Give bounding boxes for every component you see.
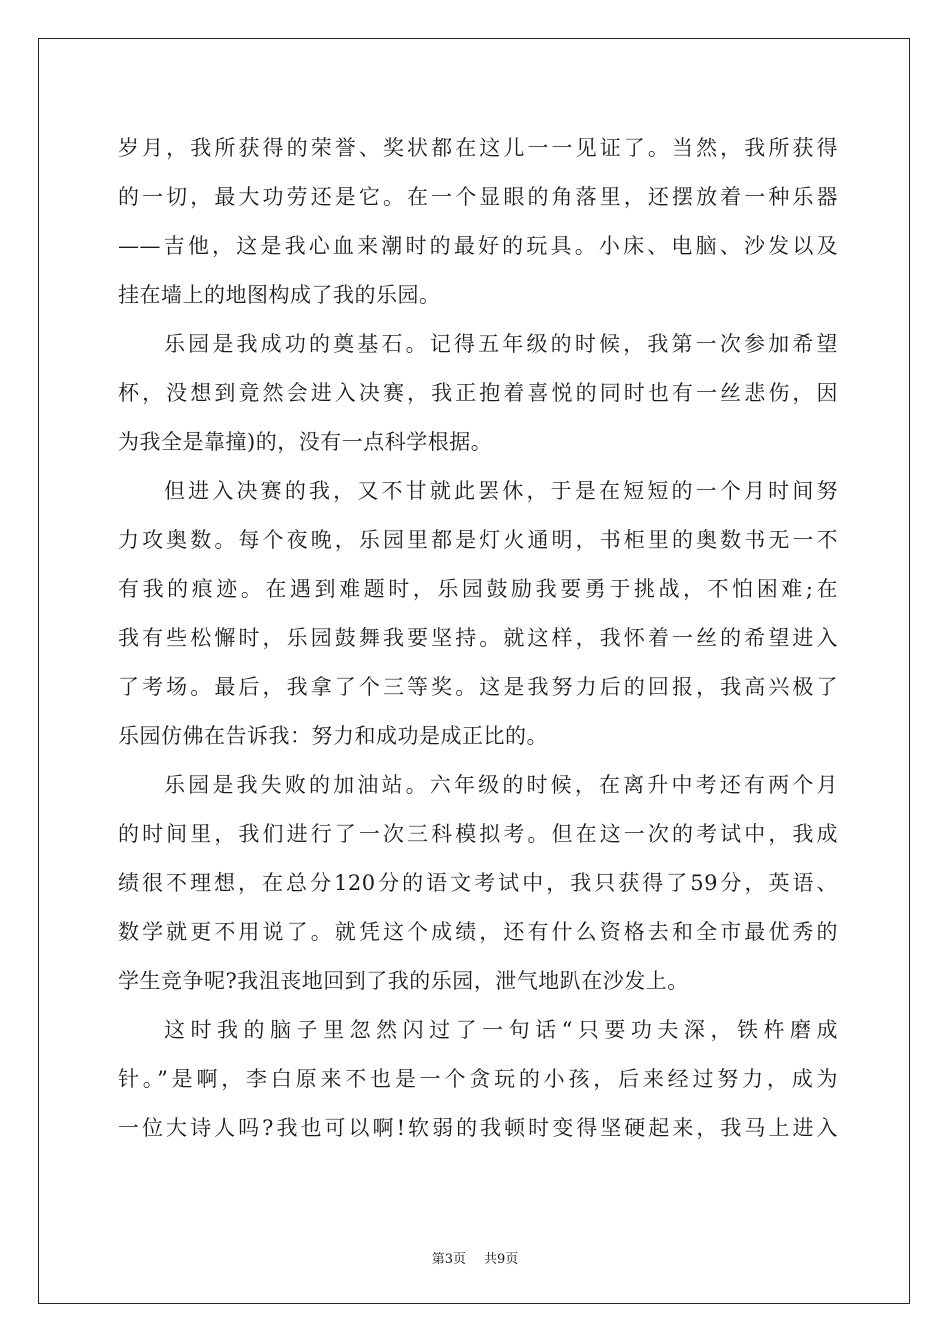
text-line: 针。”是啊，李白原来不也是一个贪玩的小孩，后来经过努力，成为 [118, 1067, 838, 1091]
text-line: 岁月，我所获得的荣誉、奖状都在这儿一一见证了。当然，我所获得 [118, 136, 838, 160]
text-line: 学生竞争呢?我沮丧地回到了我的乐园，泄气地趴在沙发上。 [118, 969, 689, 993]
paragraph [118, 1006, 838, 1153]
text-line: 我有些松懈时，乐园鼓舞我要坚持。就这样，我怀着一丝的希望进入 [118, 626, 838, 650]
paragraph [118, 124, 838, 320]
text-line: 为我全是靠撞)的，没有一点科学根据。 [118, 430, 493, 454]
page-footer [0, 1248, 950, 1267]
text-line: 挂在墙上的地图构成了我的乐园。 [118, 283, 441, 307]
text-line: 一位大诗人吗?我也可以啊!软弱的我顿时变得坚硬起来，我马上进入 [118, 1116, 838, 1140]
text-line: 杯，没想到竟然会进入决赛，我正抱着喜悦的同时也有一丝悲伤，因 [118, 381, 838, 405]
paragraph [118, 467, 838, 761]
page-total: 共9页 [484, 1252, 519, 1267]
text-line: 了考场。最后，我拿了个三等奖。这是我努力后的回报，我高兴极了 [118, 675, 838, 699]
document-body [118, 124, 838, 1153]
text-line: 乐园仿佛在告诉我：努力和成功是成正比的。 [118, 724, 548, 748]
text-line: 的一切，最大功劳还是它。在一个显眼的角落里，还摆放着一种乐器 [118, 185, 838, 209]
text-line: 绩很不理想，在总分120分的语文考试中，我只获得了59分，英语、 [118, 871, 838, 895]
text-line: 有我的痕迹。在遇到难题时，乐园鼓励我要勇于挑战，不怕困难;在 [118, 577, 838, 601]
text-line: 这时我的脑子里忽然闪过了一句话“只要功夫深，铁杵磨成 [164, 1018, 838, 1042]
paragraph [118, 320, 838, 467]
text-line: 乐园是我失败的加油站。六年级的时候，在离升中考还有两个月 [164, 773, 838, 797]
text-line: 数学就更不用说了。就凭这个成绩，还有什么资格去和全市最优秀的 [118, 920, 838, 944]
paragraph [118, 761, 838, 1006]
text-line: ——吉他，这是我心血来潮时的最好的玩具。小床、电脑、沙发以及 [118, 234, 838, 258]
text-line: 乐园是我成功的奠基石。记得五年级的时候，我第一次参加希望 [164, 332, 838, 356]
page-number: 第3页 [431, 1252, 466, 1267]
text-line: 力攻奥数。每个夜晚，乐园里都是灯火通明，书柜里的奥数书无一不 [118, 528, 838, 552]
text-line: 的时间里，我们进行了一次三科模拟考。但在这一次的考试中，我成 [118, 822, 838, 846]
text-line: 但进入决赛的我，又不甘就此罢休，于是在短短的一个月时间努 [164, 479, 838, 503]
